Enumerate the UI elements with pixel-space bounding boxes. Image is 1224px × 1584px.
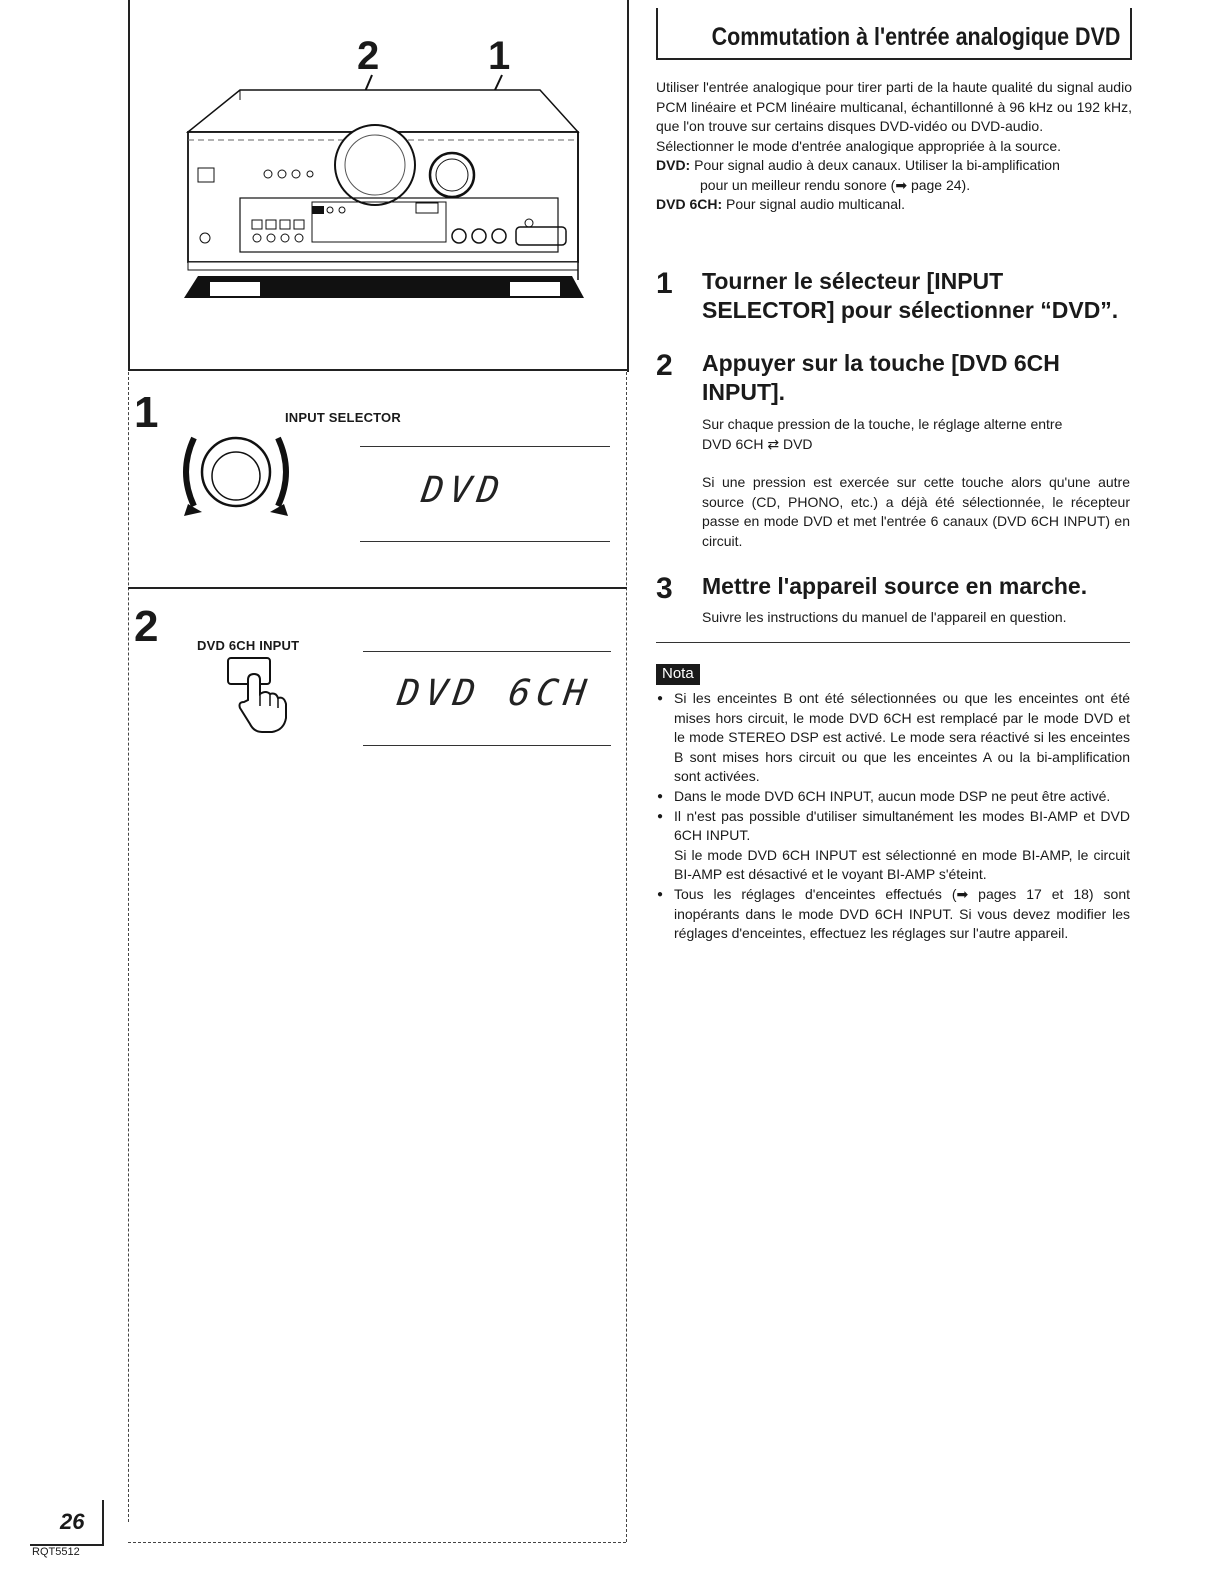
step-2-body-2: Si une pression est exercée sur cette touche alors qu'une autre source (CD, PHONO, etc.) a déjà été sélectionnée, le récepteur passe en mode DVD et met l'entrée 6 canaux (DVD 6CH INPUT) en circuit. [702,474,1130,549]
panel2-label: DVD 6CH INPUT [197,638,300,653]
panel1-label: INPUT SELECTOR [285,410,401,425]
page-bottom-rule [128,1542,626,1543]
step-3 [656,572,1136,632]
step-2-body-1: Sur chaque pression de la touche, le réglage alterne entre DVD 6CH ⇄ DVD [702,416,1063,452]
panel1-display: DVD [419,470,508,511]
panel2-display-bottom-rule [363,745,611,746]
page-title: Commutation à l'entrée analogique DVD [711,23,1120,51]
panel2-display-top-rule [363,651,611,652]
step-2-title: Appuyer sur la touche [DVD 6CH INPUT]. [702,350,1060,405]
page-number-rule [102,1500,104,1546]
callout-2: 2 [357,34,380,78]
panel2-display: DVD 6CH [395,673,595,714]
panel1-display-bottom-rule [360,541,610,542]
step-3-title: Mettre l'appareil source en marche. [702,573,1088,599]
page-number: 26 [60,1509,85,1534]
panel-dash-right [626,372,627,1542]
section-title-box [656,8,1132,60]
step-1-title: Tourner le sélecteur [INPUT SELECTOR] pour sélectionner “DVD”. [702,268,1119,323]
nota-separator [656,642,1130,643]
figure-frame-left [128,0,130,370]
step-2 [656,349,1136,559]
nota-list [656,689,1130,944]
panel-dash-left [128,372,129,1522]
finger-press-button-icon [226,656,296,736]
figure-frame-right [627,0,629,372]
step-1-number: 1 [656,267,673,300]
figure-frame-bottom [128,369,629,371]
step-1 [656,267,1136,337]
nota-item-4: ● Tous les réglages d'enceintes effectués (➡ pages 17 et 18) sont inopérants dans le mode DVD 6CH INPUT. Si vous devez modifier les réglages d'enceintes, effectuez les réglages sur l'autre appareil. [656,885,1130,944]
document-code: RQT5512 [32,1546,80,1558]
step-3-body: Suivre les instructions du manuel de l'appareil en question. [702,609,1067,625]
panel-divider [128,587,627,589]
nota-item-2: ● Dans le mode DVD 6CH INPUT, aucun mode DSP ne peut être activé. [656,787,1130,807]
intro-paragraph-1: Utiliser l'entrée analogique pour tirer parti de la haute qualité du signal audio PCM linéaire et PCM linéaire multicanal, échantillonné à 96 kHz ou 192 kHz, que l'on trouve sur certains disques DVD-vidéo ou DVD-audio. [656,79,1132,134]
receiver-illustration [180,30,600,310]
input-selector-knob-icon [172,426,300,518]
panel1-step-number: 1 [134,388,159,437]
intro-text [656,78,1132,215]
intro-dvd-line: DVD: Pour signal audio à deux canaux. Utiliser la bi-amplification [656,157,1060,173]
intro-dvd6ch-line: DVD 6CH: Pour signal audio multicanal. [656,196,906,212]
panel2-step-number: 2 [134,602,159,651]
nota-item-1: ● Si les enceintes B ont été sélectionnées ou que les enceintes ont été mises hors circuit, le mode DVD 6CH est remplacé par le mode DVD et le mode STEREO DSP est activé. Le mode sera réactivé si les enceintes B sont mises hors circuit ou que les enceintes A ou la bi-amplification sont activées. [656,689,1130,787]
step-2-number: 2 [656,349,673,382]
step-3-number: 3 [656,572,673,605]
callout-1: 1 [488,34,511,78]
intro-dvd-line-2: pour un meilleur rendu sonore (➡ page 24). [700,176,971,193]
panel1-display-top-rule [360,446,610,447]
intro-paragraph-2: Sélectionner le mode d'entrée analogique appropriée à la source. [656,137,1062,154]
nota-badge: Nota [656,664,700,685]
nota-item-3: ● Il n'est pas possible d'utiliser simultanément les modes BI-AMP et DVD 6CH INPUT. Si le mode DVD 6CH INPUT est sélectionné en mode BI-AMP, le circuit BI-AMP est désactivé et le voyant BI-AMP s'éteint. [656,807,1130,885]
